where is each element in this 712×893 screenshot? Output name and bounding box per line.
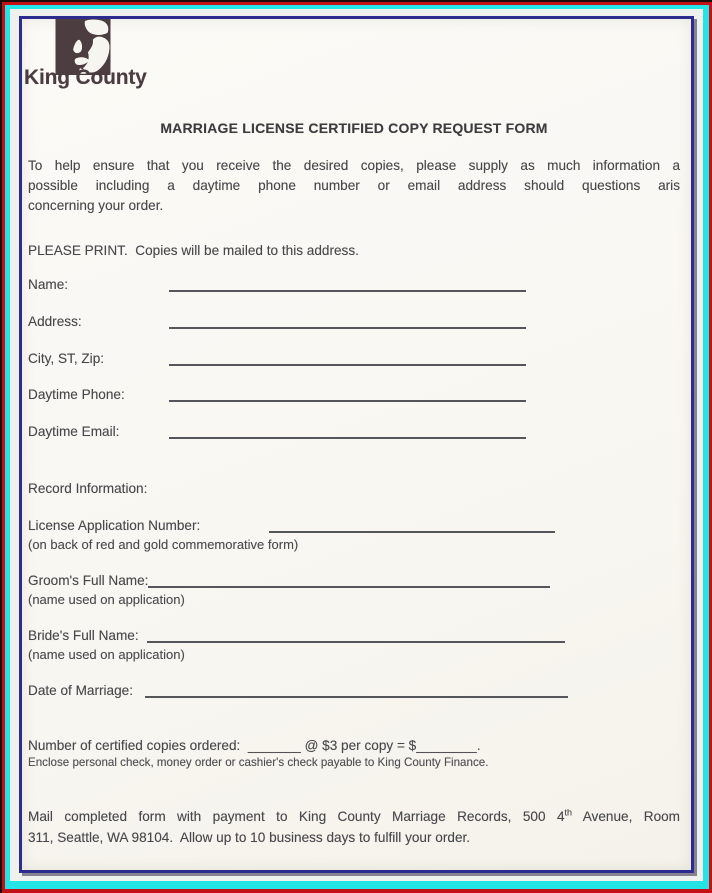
intro-paragraph bbox=[28, 156, 680, 216]
copies-ordered-line: Number of certified copies ordered: _______ @ $3 per copy = $________. bbox=[28, 738, 481, 753]
field-row-groom-name bbox=[28, 571, 550, 588]
intro-line-1: To help ensure that you receive the desired copies, please supply as much information a bbox=[28, 158, 680, 173]
groom-name-label: Groom's Full Name: bbox=[28, 573, 149, 588]
groom-name-note: (name used on application) bbox=[28, 592, 185, 607]
payment-instructions-note: Enclose personal check, money order or cashier's check payable to King County Finance. bbox=[28, 756, 489, 769]
address-blank-line bbox=[169, 315, 526, 329]
name-label: Name: bbox=[28, 277, 69, 292]
daytime-email-label: Daytime Email: bbox=[28, 424, 120, 439]
mailing-instructions bbox=[28, 806, 680, 848]
city-st-zip-blank-line bbox=[169, 352, 526, 366]
form-page bbox=[19, 16, 694, 873]
bride-name-blank-line bbox=[147, 629, 565, 643]
license-number-blank-line bbox=[269, 519, 555, 533]
daytime-phone-label: Daytime Phone: bbox=[28, 387, 125, 402]
daytime-email-blank-line bbox=[169, 425, 526, 439]
form-title: MARRIAGE LICENSE CERTIFIED COPY REQUEST FORM bbox=[160, 120, 548, 136]
field-row-city-st-zip bbox=[28, 349, 680, 366]
mailing-line-1-post: Avenue, Room bbox=[572, 809, 681, 824]
form-content bbox=[22, 19, 691, 870]
groom-name-blank-line bbox=[148, 574, 550, 588]
mailing-line-1-pre: Mail completed form with payment to King County Marriage Records, 500 4 bbox=[28, 809, 565, 824]
marriage-date-blank-line bbox=[145, 684, 568, 698]
marriage-date-label: Date of Marriage: bbox=[28, 683, 134, 698]
king-county-wordmark: King County bbox=[24, 66, 147, 89]
field-row-name bbox=[28, 275, 680, 292]
bride-name-note: (name used on application) bbox=[28, 647, 185, 662]
mailing-line-1-ordinal: th bbox=[564, 807, 573, 818]
record-information-heading: Record Information: bbox=[28, 481, 148, 496]
field-row-bride-name bbox=[28, 626, 565, 643]
field-row-marriage-date bbox=[28, 681, 568, 698]
bride-name-label: Bride's Full Name: bbox=[28, 628, 139, 643]
intro-line-2: possible including a daytime phone number or email address should questions aris bbox=[28, 178, 680, 193]
field-row-daytime-phone bbox=[28, 385, 680, 402]
mailing-line-2: 311, Seattle, WA 98104. Allow up to 10 business days to fulfill your order. bbox=[28, 830, 471, 845]
name-blank-line bbox=[169, 278, 526, 292]
field-row-address bbox=[28, 312, 680, 329]
license-number-note: (on back of red and gold commemorative form) bbox=[28, 537, 299, 552]
please-print-note: PLEASE PRINT. Copies will be mailed to this address. bbox=[28, 243, 359, 258]
intro-line-3: concerning your order. bbox=[28, 198, 164, 213]
field-row-daytime-email bbox=[28, 422, 680, 439]
mailing-line-1 bbox=[28, 806, 680, 827]
city-st-zip-label: City, ST, Zip: bbox=[28, 351, 105, 366]
address-label: Address: bbox=[28, 314, 82, 329]
daytime-phone-blank-line bbox=[169, 388, 526, 402]
license-number-label: License Application Number: bbox=[28, 518, 201, 533]
field-row-license-number bbox=[28, 516, 555, 533]
